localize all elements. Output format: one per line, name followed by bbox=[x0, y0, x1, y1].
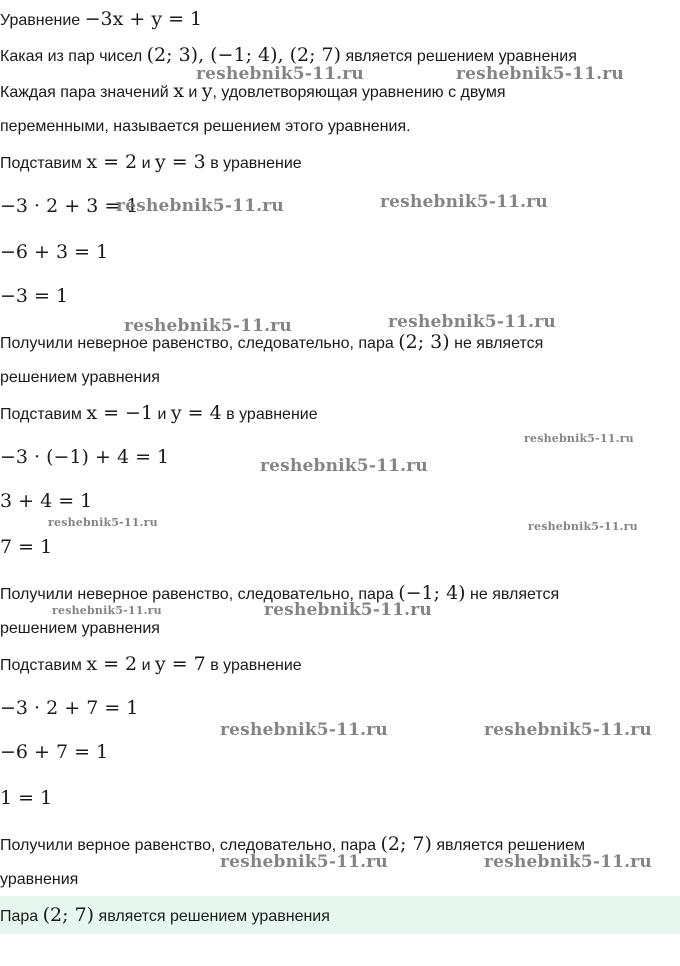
calc-step: −3 · 2 + 3 = 1 bbox=[0, 195, 139, 217]
watermark: reshebnik5-11.ru bbox=[48, 516, 158, 529]
math: y bbox=[201, 80, 213, 102]
watermark: reshebnik5-11.ru bbox=[524, 432, 634, 445]
watermark: reshebnik5-11.ru bbox=[220, 720, 388, 740]
calc-step: −3 · 2 + 7 = 1 bbox=[0, 697, 139, 719]
watermark: reshebnik5-11.ru bbox=[528, 520, 638, 533]
math: −3x + y = 1 bbox=[84, 8, 203, 30]
calc-step: 7 = 1 bbox=[0, 536, 53, 558]
math: y = 4 bbox=[170, 402, 222, 424]
calc-step: −6 + 7 = 1 bbox=[0, 741, 109, 763]
calc-step: −6 + 3 = 1 bbox=[0, 241, 109, 263]
watermark: reshebnik5-11.ru bbox=[484, 720, 652, 740]
conclusion-line-cont: решением уравнения bbox=[0, 369, 160, 386]
math: (2; 7) bbox=[42, 904, 95, 926]
math: x = −1 bbox=[86, 402, 154, 424]
substitute-line-3: Подставим x = 2 и y = 7 в уравнение bbox=[0, 653, 302, 675]
math: x bbox=[173, 80, 184, 102]
calc-step: −3 = 1 bbox=[0, 285, 69, 307]
answer-box bbox=[0, 896, 680, 934]
definition-line-1: Каждая пара значений x и y, удовлетворяющая уравнению с двумя bbox=[0, 80, 506, 102]
equation-statement: Уравнение −3x + y = 1 bbox=[0, 8, 203, 30]
watermark: reshebnik5-11.ru bbox=[124, 316, 292, 336]
math: (2; 7) bbox=[380, 833, 432, 855]
question-line: Какая из пар чисел (2; 3), (−1; 4), (2; 7) является решением уравнения bbox=[0, 44, 577, 66]
definition-line-2: переменными, называется решением этого уравнения. bbox=[0, 118, 411, 135]
watermark: reshebnik5-11.ru bbox=[484, 852, 652, 872]
watermark: reshebnik5-11.ru bbox=[220, 852, 388, 872]
calc-step: −3 · (−1) + 4 = 1 bbox=[0, 446, 170, 468]
answer-text: Пара (2; 7) является решением уравнения bbox=[0, 904, 330, 926]
math: (2; 3), (−1; 4), (2; 7) bbox=[146, 44, 342, 66]
conclusion-line: Получили неверное равенство, следовательно, пара (2; 3) не является bbox=[0, 331, 544, 353]
math: y = 7 bbox=[154, 653, 206, 675]
math: x = 2 bbox=[86, 653, 138, 675]
conclusion-line: Получили верное равенство, следовательно, пара (2; 7) является решением bbox=[0, 833, 585, 855]
watermark: reshebnik5-11.ru bbox=[260, 456, 428, 476]
conclusion-line-cont: уравнения bbox=[0, 871, 79, 888]
calc-step: 3 + 4 = 1 bbox=[0, 490, 93, 512]
math: y = 3 bbox=[154, 151, 206, 173]
watermark: reshebnik5-11.ru bbox=[116, 196, 284, 216]
watermark: reshebnik5-11.ru bbox=[380, 192, 548, 212]
watermark: reshebnik5-11.ru bbox=[264, 600, 432, 620]
watermark: reshebnik5-11.ru bbox=[388, 312, 556, 332]
watermark: reshebnik5-11.ru bbox=[456, 64, 624, 84]
watermark: reshebnik5-11.ru bbox=[52, 604, 162, 617]
substitute-line-1: Подставим x = 2 и y = 3 в уравнение bbox=[0, 151, 302, 173]
math: (−1; 4) bbox=[398, 582, 466, 604]
math: x = 2 bbox=[86, 151, 138, 173]
calc-step: 1 = 1 bbox=[0, 787, 53, 809]
substitute-line-2: Подставим x = −1 и y = 4 в уравнение bbox=[0, 402, 318, 424]
conclusion-line-cont: решением уравнения bbox=[0, 620, 160, 637]
watermark: reshebnik5-11.ru bbox=[196, 64, 364, 84]
conclusion-line: Получили неверное равенство, следовательно, пара (−1; 4) не является bbox=[0, 582, 560, 604]
math: (2; 3) bbox=[398, 331, 450, 353]
